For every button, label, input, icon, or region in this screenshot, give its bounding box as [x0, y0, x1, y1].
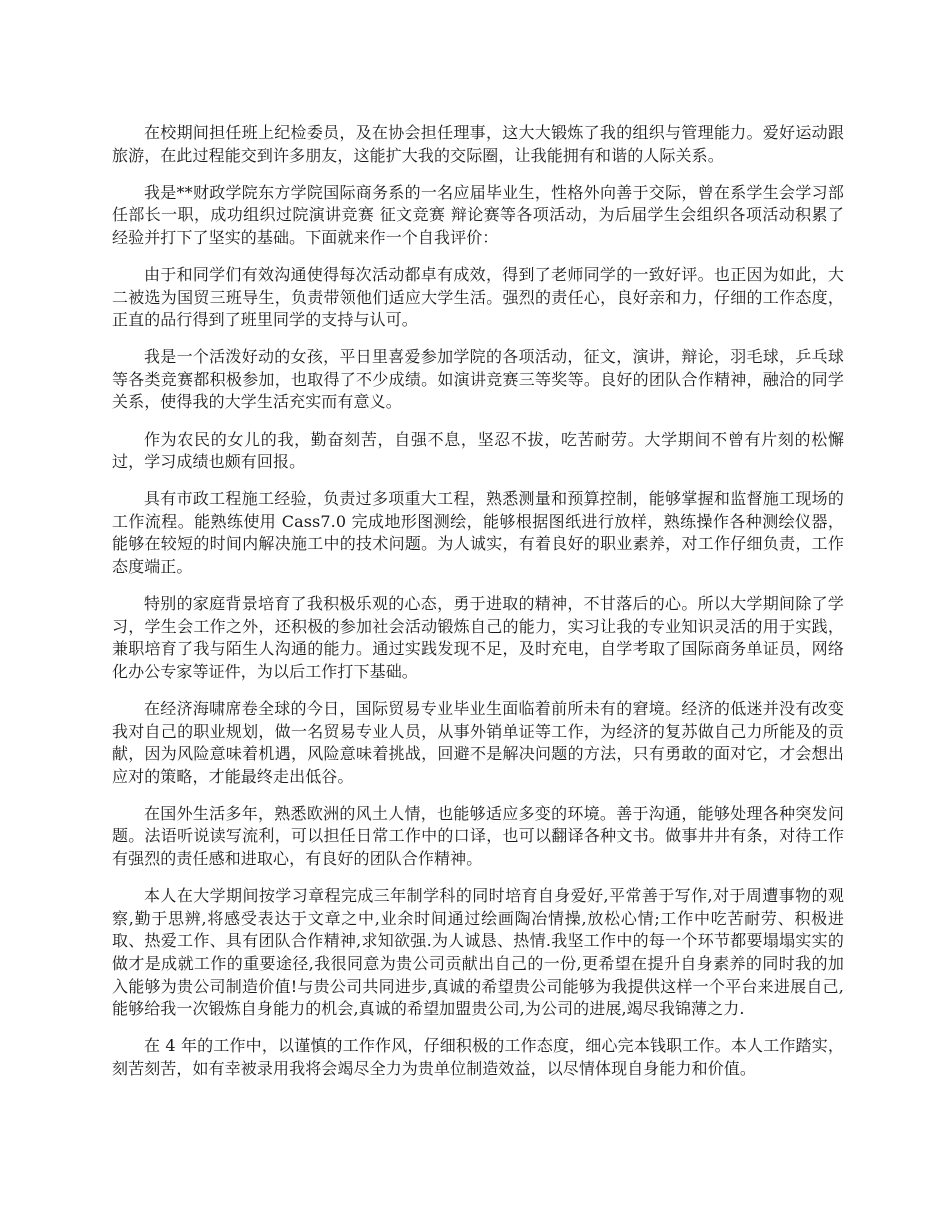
paragraph-engineering-experience: 具有市政工程施工经验，负责过多项重大工程，熟悉测量和预算控制，能够掌握和监督施工现场的工作流程。能熟练使用 Cass7.0 完成地形图测绘，能够根据图纸进行放样，熟练操作各种测绘仪器，能够在较短的时间内解决施工中的技术问题。为人诚实，有着良好的职业素养，对工作仔细负责，工作态度端正。	[112, 489, 844, 576]
document-body	[112, 122, 844, 1095]
paragraph-activities: 我是一个活泼好动的女孩，平日里喜爱参加学院的各项活动，征文，演讲，辩论，羽毛球，乒乓球等各类竞赛都积极参加，也取得了不少成绩。如演讲竞赛三等奖等。良好的团队合作精神，融洽的同学关系，使得我的大学生活充实而有意义。	[112, 347, 844, 412]
paragraph-university-study: 本人在大学期间按学习章程完成三年制学科的同时培育自身爱好,平常善于写作,对于周遭事物的观察,勤于思辨,将感受表达于文章之中,业余时间通过绘画陶冶情操,放松心情;工作中吃苦耐劳、积极进取、热爱工作、具有团队合作精神,求知欲强.为人诚恳、热情.我坚工作中的每一个环节都要塌塌实实的做才是成就工作的重要途径,我很同意为贵公司贡献出自己的一份,更希望在提升自身素养的同时我的加入能够为贵公司制造价值!与贵公司共同进步,真诚的希望贵公司能够为我提供这样一个平台来进展自己,能够给我一次锻炼自身能力的机会,真诚的希望加盟贵公司,为公司的进展,竭尽我锦薄之力.	[112, 886, 844, 1019]
paragraph-economy: 在经济海啸席卷全球的今日，国际贸易专业毕业生面临着前所未有的窘境。经济的低迷并没有改变我对自己的职业规划，做一名贸易专业人员，从事外销单证等工作，为经济的复苏做自己力所能及的贡献，因为风险意味着机遇，风险意味着挑战，回避不是解决问题的方法，只有勇敢的面对它，才会想出应对的策略，才能最终走出低谷。	[112, 698, 844, 786]
paragraph-class-duties: 在校期间担任班上纪检委员，及在协会担任理事，这大大锻炼了我的组织与管理能力。爱好运动跟旅游，在此过程能交到许多朋友，这能扩大我的交际圈，让我能拥有和谐的人际关系。	[112, 123, 844, 165]
paragraph-introduction: 我是**财政学院东方学院国际商务系的一名应届毕业生，性格外向善于交际，曾在系学生会学习部任部长一职，成功组织过院演讲竞赛 征文竞赛 辩论赛等各项活动，为后届学生会组织各项活动积累了经验并打下了坚实的基础。下面就来作一个自我评价：	[112, 182, 844, 247]
paragraph-background: 特别的家庭背景培育了我积极乐观的心态，勇于进取的精神，不甘落后的心。所以大学期间除了学习，学生会工作之外，还积极的参加社会活动锻炼自己的能力，实习让我的专业知识灵活的用于实践，兼职培育了我与陌生人沟通的能力。通过实践发现不足，及时充电，自学考取了国际商务单证员，网络化办公专家等证件，为以后工作打下基础。	[112, 594, 844, 681]
paragraph-abroad: 在国外生活多年，熟悉欧洲的风土人情，也能够适应多变的环境。善于沟通，能够处理各种突发问题。法语听说读写流利，可以担任日常工作中的口译，也可以翻译各种文书。做事井井有条，对待工作有强烈的责任感和进取心，有良好的团队合作精神。	[112, 803, 844, 869]
paragraph-character: 作为农民的女儿的我，勤奋刻苦，自强不息，坚忍不拔，吃苦耐劳。大学期间不曾有片刻的松懈过，学习成绩也颇有回报。	[112, 429, 844, 472]
paragraph-work-attitude: 在 4 年的工作中，以谨慎的工作作风，仔细积极的工作态度，细心完本钱职工作。本人工作踏实，刻苦刻苦，如有幸被录用我将会竭尽全力为贵单位制造效益，以尽情体现自身能力和价值。	[112, 1036, 844, 1078]
paragraph-communication: 由于和同学们有效沟通使得每次活动都卓有成效，得到了老师同学的一致好评。也正因为如此，大二被选为国贸三班导生，负责带领他们适应大学生活。强烈的责任心，良好亲和力，仔细的工作态度，正直的品行得到了班里同学的支持与认可。	[112, 264, 844, 330]
